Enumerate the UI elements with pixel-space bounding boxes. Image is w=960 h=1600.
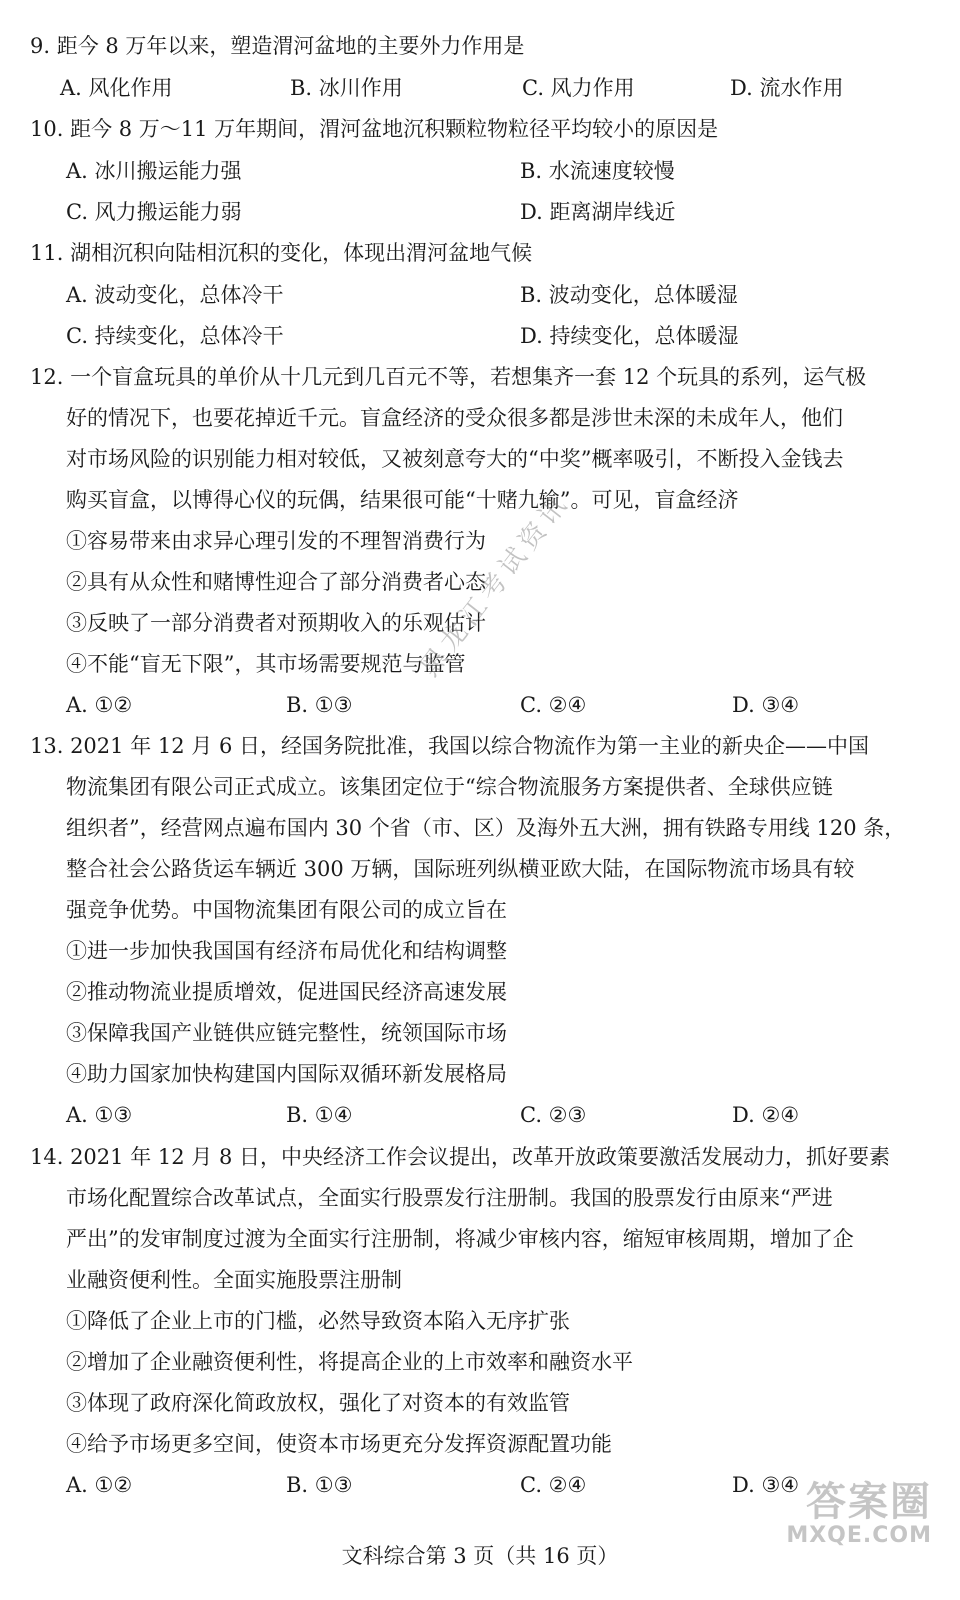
question-14-stem-line: 业融资便利性。全面实施股票注册制 xyxy=(66,1268,402,1292)
q9-option-b: B. 冰川作用 xyxy=(290,76,403,100)
q11-option-d: D. 持续变化，总体暖湿 xyxy=(520,324,739,348)
q10-option-b: B. 水流速度较慢 xyxy=(520,159,675,183)
q13-option-c: C. ②③ xyxy=(520,1103,587,1127)
q12-option-d: D. ③④ xyxy=(732,693,800,717)
question-12-stem-line: 对市场风险的识别能力相对较低，又被刻意夸大的“中奖”概率吸引，不断投入金钱去 xyxy=(66,447,844,471)
q12-item-3: ③反映了一部分消费者对预期收入的乐观估计 xyxy=(66,611,486,635)
question-12-stem-line: 好的情况下，也要花掉近千元。盲盒经济的受众很多都是涉世未深的未成年人，他们 xyxy=(66,406,843,430)
q13-option-d: D. ②④ xyxy=(732,1103,800,1127)
question-13-stem-line: 强竞争优势。中国物流集团有限公司的成立旨在 xyxy=(66,898,507,922)
question-13-stem-line: 物流集团有限公司正式成立。该集团定位于“综合物流服务方案提供者、全球供应链 xyxy=(66,775,833,799)
q14-option-d: D. ③④ xyxy=(732,1473,800,1497)
page-footer: 文科综合第 3 页（共 16 页） xyxy=(341,1544,619,1568)
q13-option-a: A. ①③ xyxy=(66,1103,133,1127)
question-13-stem-line: 13. 2021 年 12 月 6 日，经国务院批准，我国以综合物流作为第一主业的新央企——中国 xyxy=(30,734,869,758)
q12-item-4: ④不能“盲无下限”，其市场需要规范与监管 xyxy=(66,652,466,676)
q11-option-a: A. 波动变化，总体冷干 xyxy=(66,283,284,307)
q14-item-4: ④给予市场更多空间，使资本市场更充分发挥资源配置功能 xyxy=(66,1432,612,1456)
q11-option-c: C. 持续变化，总体冷干 xyxy=(66,324,284,348)
q9-option-d: D. 流水作用 xyxy=(730,76,844,100)
q12-item-1: ①容易带来由求异心理引发的不理智消费行为 xyxy=(66,529,486,553)
q14-item-3: ③体现了政府深化简政放权，强化了对资本的有效监管 xyxy=(66,1391,570,1415)
question-13-stem-line: 组织者”，经营网点遍布国内 30 个省（市、区）及海外五大洲，拥有铁路专用线 120 条， xyxy=(66,816,906,840)
question-9-stem: 9. 距今 8 万年以来，塑造渭河盆地的主要外力作用是 xyxy=(30,34,525,58)
site-logo-title: 答案圈 xyxy=(806,1479,932,1525)
q12-option-c: C. ②④ xyxy=(520,693,587,717)
q9-option-a: A. 风化作用 xyxy=(60,76,173,100)
q13-item-1: ①进一步加快我国国有经济布局优化和结构调整 xyxy=(66,939,507,963)
q10-option-d: D. 距离湖岸线近 xyxy=(520,200,676,224)
question-12-stem-line: 12. 一个盲盒玩具的单价从十几元到几百元不等，若想集齐一套 12 个玩具的系列，运气极 xyxy=(30,365,867,389)
q13-option-b: B. ①④ xyxy=(286,1103,353,1127)
q12-option-b: B. ①③ xyxy=(286,693,353,717)
question-10-stem: 10. 距今 8 万～11 万年期间，渭河盆地沉积颗粒物粒径平均较小的原因是 xyxy=(30,117,719,141)
question-13-stem-line: 整合社会公路货运车辆近 300 万辆，国际班列纵横亚欧大陆，在国际物流市场具有较 xyxy=(66,857,855,881)
q11-option-b: B. 波动变化，总体暖湿 xyxy=(520,283,738,307)
q14-item-2: ②增加了企业融资便利性，将提高企业的上市效率和融资水平 xyxy=(66,1350,633,1374)
q14-option-a: A. ①② xyxy=(66,1473,133,1497)
q13-item-2: ②推动物流业提质增效，促进国民经济高速发展 xyxy=(66,980,507,1004)
q9-option-c: C. 风力作用 xyxy=(522,76,635,100)
question-14-stem-line: 14. 2021 年 12 月 8 日，中央经济工作会议提出，改革开放政策要激活发展动力，抓好要素 xyxy=(30,1145,890,1169)
site-logo-url: MXQE.COM xyxy=(786,1523,932,1548)
diagonal-watermark: 黑龙江考试资讯 xyxy=(414,487,577,683)
q10-option-c: C. 风力搬运能力弱 xyxy=(66,200,242,224)
q14-option-b: B. ①③ xyxy=(286,1473,353,1497)
site-logo xyxy=(786,1480,932,1548)
question-11-stem: 11. 湖相沉积向陆相沉积的变化，体现出渭河盆地气候 xyxy=(30,241,533,265)
q12-option-a: A. ①② xyxy=(66,693,133,717)
q14-option-c: C. ②④ xyxy=(520,1473,587,1497)
q13-item-3: ③保障我国产业链供应链完整性，统领国际市场 xyxy=(66,1021,507,1045)
q14-item-1: ①降低了企业上市的门槛，必然导致资本陷入无序扩张 xyxy=(66,1309,570,1333)
q12-item-2: ②具有从众性和赌博性迎合了部分消费者心态 xyxy=(66,570,486,594)
question-14-stem-line: 市场化配置综合改革试点，全面实行股票发行注册制。我国的股票发行由原来“严进 xyxy=(66,1186,833,1210)
q13-item-4: ④助力国家加快构建国内国际双循环新发展格局 xyxy=(66,1062,507,1086)
question-14-stem-line: 严出”的发审制度过渡为全面实行注册制，将减少审核内容，缩短审核周期，增加了企 xyxy=(66,1227,854,1251)
q10-option-a: A. 冰川搬运能力强 xyxy=(66,159,242,183)
question-12-stem-line: 购买盲盒，以博得心仪的玩偶，结果很可能“十赌九输”。可见，盲盒经济 xyxy=(66,488,739,512)
